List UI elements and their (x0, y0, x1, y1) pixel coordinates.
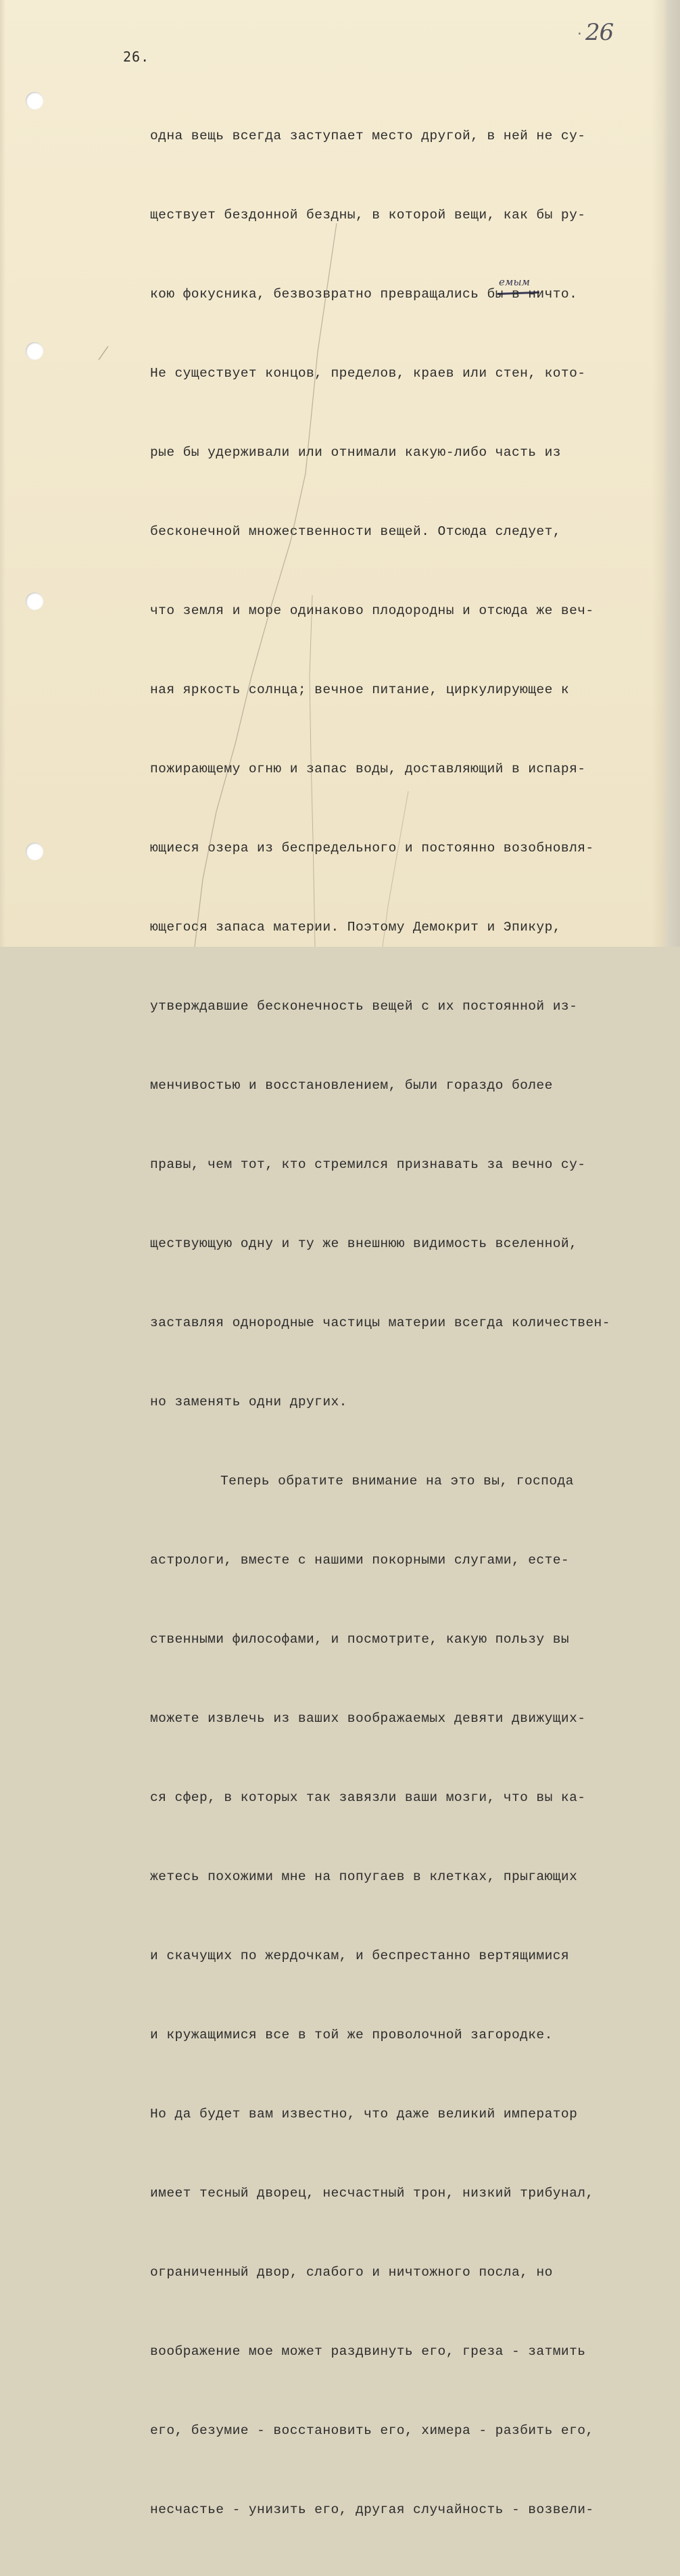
text-line: заставляя однородные частицы материи всегда количествен- (150, 1315, 610, 1330)
text-line: кою фокусника, безвозвратно превращались бы в ничто. (150, 287, 578, 302)
binder-hole (26, 92, 43, 110)
text-line: воображение мое может раздвинуть его, греза - затмить (150, 2344, 586, 2359)
text-line: Не существует концов, пределов, краев или стен, кото- (150, 366, 586, 381)
text-line: пожирающему огню и запас воды, доставляющий в испаря- (150, 762, 586, 776)
paragraph-start-line: Теперь обратите внимание на это вы, господа (220, 1474, 574, 1489)
text-line: бесконечной множественности вещей. Отсюда следует, (150, 524, 561, 539)
text-line: жетесь похожими мне на попугаев в клетках, прыгающих (150, 1869, 578, 1884)
text-line: ограниченный двор, слабого и ничтожного посла, но (150, 2265, 553, 2280)
binder-hole (26, 592, 43, 610)
text-line: несчастье - унизить его, другая случайность - возвели- (150, 2502, 594, 2517)
text-line: Но да будет вам известно, что даже великий император (150, 2107, 578, 2122)
text-line: ющиеся озера из беспредельного и постоянно возобновля- (150, 841, 594, 856)
binder-hole (26, 342, 43, 360)
text-line: правы, чем тот, кто стремился признавать за вечно су- (150, 1157, 586, 1172)
text-line: ся сфер, в которых так завязли ваши мозги, что вы ка- (150, 1790, 586, 1805)
text-line: но заменять одни других. (150, 1395, 347, 1409)
page-left-edge (0, 0, 5, 947)
text-line: ществует бездонной бездны, в которой вещи, как бы ру- (150, 208, 586, 223)
text-line: можете извлечь из ваших воображаемых девяти движущих- (150, 1711, 586, 1726)
text-line: что земля и море одинаково плодородны и отсюда же веч- (150, 603, 594, 618)
text-line: ственными философами, и посмотрите, какую пользу вы (150, 1632, 570, 1647)
typed-body-text (150, 70, 664, 2576)
handwritten-correction: емым (499, 276, 530, 288)
text-line: его, безумие - восстановить его, химера - разбить его, (150, 2423, 594, 2438)
text-line: астрологи, вместе с нашими покорными слугами, есте- (150, 1553, 570, 1568)
page-number: 26. (123, 49, 150, 65)
archive-number-mark: · (576, 27, 583, 41)
text-line: утверждавшие бесконечность вещей с их постоянной из- (150, 999, 578, 1014)
text-line: имеет тесный дворец, несчастный трон, низкий трибунал, (150, 2186, 594, 2201)
text-line: и кружащимися все в той же проволочной загородке. (150, 2028, 553, 2042)
text-line: ществующую одну и ту же внешнюю видимость вселенной, (150, 1236, 578, 1251)
text-line: менчивостью и восстановлением, были гораздо более (150, 1078, 553, 1093)
text-line: ющегося запаса материи. Поэтому Демокрит и Эпикур, (150, 920, 561, 935)
binder-hole (26, 843, 43, 860)
archive-page-number: 26 (585, 19, 614, 46)
paper-crease (99, 346, 108, 360)
text-line: рые бы удерживали или отнимали какую-либо часть из (150, 445, 561, 460)
text-line: ная яркость солнца; вечное питание, циркулирующее к (150, 682, 570, 697)
text-line: и скачущих по жердочкам, и беспрестанно вертящимися (150, 1948, 570, 1963)
text-line: одна вещь всегда заступает место другой, в ней не су- (150, 128, 586, 143)
